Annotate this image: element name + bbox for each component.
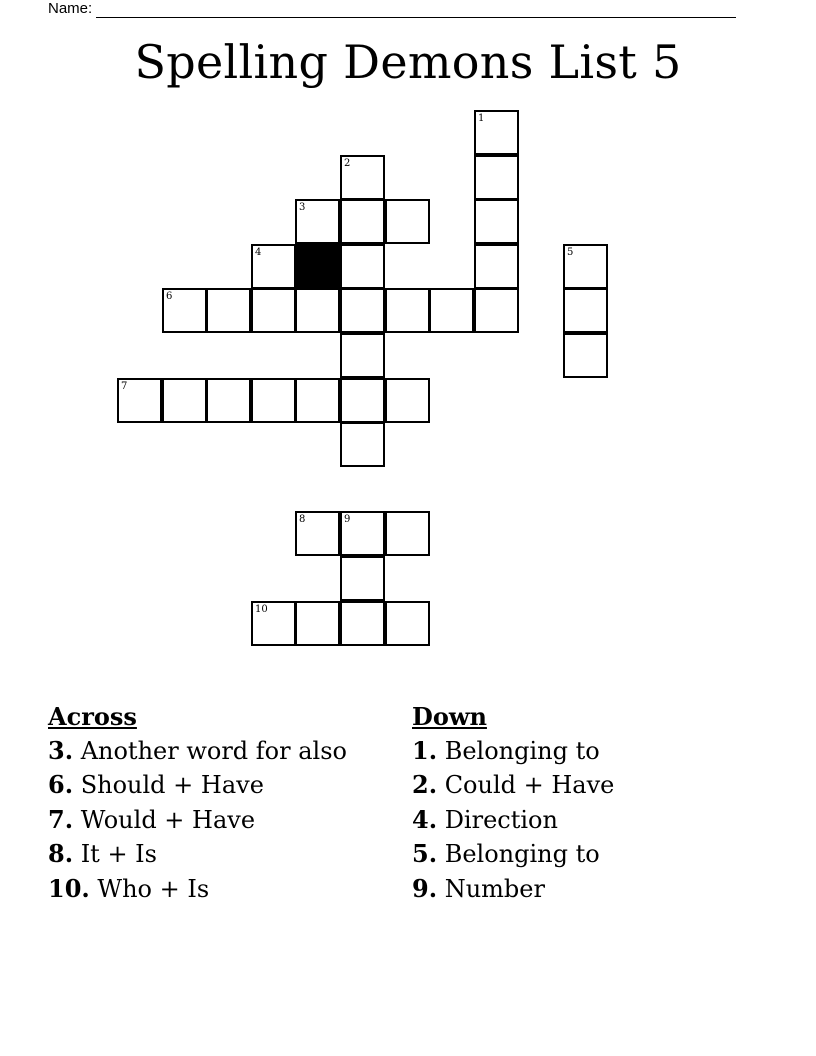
crossword-cell[interactable] <box>295 601 340 646</box>
crossword-cell[interactable] <box>563 333 608 378</box>
crossword-cell[interactable] <box>429 288 474 333</box>
crossword-cell[interactable] <box>385 378 430 423</box>
crossword-cell[interactable] <box>295 288 340 333</box>
across-heading: Across <box>48 702 137 731</box>
crossword-cell[interactable] <box>385 288 430 333</box>
across-clue <box>48 734 347 769</box>
crossword-cell[interactable] <box>117 378 162 423</box>
crossword-cell[interactable] <box>251 288 296 333</box>
crossword-cell[interactable] <box>340 422 385 467</box>
crossword-cell[interactable] <box>340 511 385 556</box>
crossword-cell[interactable] <box>340 333 385 378</box>
down-clue <box>412 872 614 907</box>
clue-text: Belonging to <box>437 736 600 765</box>
down-clue <box>412 734 614 769</box>
cell-number: 2 <box>344 158 351 169</box>
crossword-cell[interactable] <box>251 244 296 289</box>
crossword-cell[interactable] <box>340 601 385 646</box>
clue-text: Number <box>437 874 545 903</box>
crossword-cell[interactable] <box>251 378 296 423</box>
clue-number: 7. <box>48 804 74 834</box>
clue-number: 6. <box>48 770 74 799</box>
crossword-cell[interactable] <box>340 288 385 333</box>
crossword-cell[interactable] <box>474 110 519 155</box>
crossword-cell[interactable] <box>340 244 385 289</box>
crossword-cell[interactable] <box>385 511 430 556</box>
clue-number: 4. <box>412 804 438 834</box>
crossword-cell[interactable] <box>385 199 430 244</box>
clue-text: Would + Have <box>73 805 256 834</box>
crossword-cell[interactable] <box>295 378 340 423</box>
across-clue <box>48 803 347 838</box>
down-clue <box>412 803 614 838</box>
page-title: Spelling Demons List 5 <box>134 35 682 89</box>
crossword-cell[interactable] <box>295 511 340 556</box>
cell-number: 3 <box>299 202 306 213</box>
down-heading: Down <box>412 702 487 731</box>
down-clue <box>412 768 614 803</box>
crossword-block <box>295 244 340 289</box>
crossword-cell[interactable] <box>385 601 430 646</box>
clue-number: 9. <box>412 873 438 903</box>
clue-number: 1. <box>412 735 438 765</box>
crossword-cell[interactable] <box>340 199 385 244</box>
clue-number: 10. <box>48 873 90 903</box>
clue-text: Could + Have <box>437 771 615 799</box>
crossword-cell[interactable] <box>474 155 519 200</box>
clue-number: 8. <box>48 839 74 868</box>
crossword-cell[interactable] <box>295 199 340 244</box>
across-clue <box>48 837 347 872</box>
cell-number: 4 <box>255 247 262 258</box>
clue-text: Should + Have <box>73 771 264 799</box>
crossword-cell[interactable] <box>206 378 251 423</box>
crossword-cell[interactable] <box>162 378 207 423</box>
clue-text: It + Is <box>73 840 157 868</box>
cell-number: 9 <box>344 514 351 525</box>
cell-number: 7 <box>121 381 128 392</box>
clue-text: Who + Is <box>89 874 210 903</box>
clue-text: Direction <box>437 805 558 834</box>
down-clue <box>412 837 614 872</box>
cell-number: 10 <box>255 604 268 615</box>
cell-number: 1 <box>478 113 485 124</box>
crossword-cell[interactable] <box>563 288 608 333</box>
crossword-cell[interactable] <box>474 199 519 244</box>
crossword-cell[interactable] <box>162 288 207 333</box>
clue-text: Belonging to <box>437 840 600 868</box>
crossword-cell[interactable] <box>563 244 608 289</box>
crossword-cell[interactable] <box>340 155 385 200</box>
name-label: Name: <box>48 0 93 17</box>
across-clue <box>48 872 347 907</box>
crossword-cell[interactable] <box>340 556 385 601</box>
clue-number: 5. <box>412 839 438 868</box>
clue-number: 2. <box>412 770 438 799</box>
cell-number: 6 <box>166 291 173 302</box>
cell-number: 8 <box>299 514 306 525</box>
across-clues <box>48 700 347 906</box>
crossword-cell[interactable] <box>474 244 519 289</box>
across-clue <box>48 768 347 803</box>
crossword-cell[interactable] <box>474 288 519 333</box>
cell-number: 5 <box>567 247 574 258</box>
crossword-cell[interactable] <box>251 601 296 646</box>
down-clues <box>412 700 614 906</box>
clue-text: Another word for also <box>73 736 347 765</box>
crossword-cell[interactable] <box>340 378 385 423</box>
crossword-cell[interactable] <box>206 288 251 333</box>
clue-number: 3. <box>48 735 74 765</box>
